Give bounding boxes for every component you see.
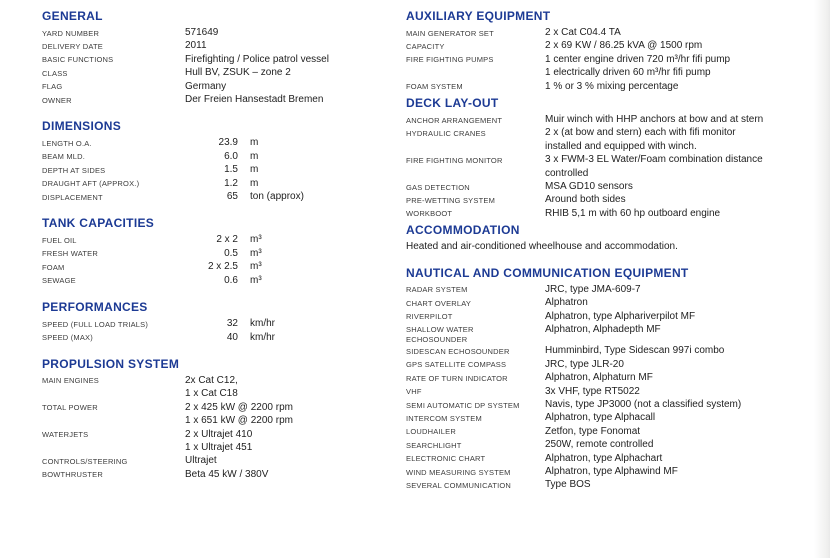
spec-value [185, 39, 207, 52]
spec-label-line: BASIC FUNCTIONS [42, 55, 114, 65]
spec-label-line: FOAM SYSTEM [406, 82, 463, 92]
spec-value-line: Alphatron [545, 297, 588, 309]
spec-label-line: FRESH WATER [42, 249, 98, 259]
spec-value-line: Zetfon, type Fonomat [545, 425, 641, 437]
section-title: TANK CAPACITIES [42, 216, 155, 231]
row-fire-fighting-monitor [406, 153, 818, 180]
spec-value [185, 454, 217, 467]
row-gas-detection [406, 180, 818, 193]
spec-label [406, 283, 545, 295]
spec-label [406, 425, 545, 437]
spec-value [545, 153, 763, 180]
spec-label-line: CLASS [42, 68, 68, 78]
spec-label [42, 247, 185, 259]
spec-amount: 65 [226, 191, 238, 203]
spec-label [406, 438, 545, 450]
spec-amount: 32 [226, 318, 238, 330]
spec-value-line: Alphatron, Alphadepth MF [545, 323, 661, 335]
spec-label-line: LOUDHAILER [406, 427, 456, 437]
spec-label-line: SHALLOW WATER [406, 325, 474, 335]
section-title: PERFORMANCES [42, 300, 148, 315]
spec-label [42, 150, 185, 162]
spec-label-line: SIDESCAN ECHOSOUNDER [406, 346, 510, 356]
spec-value [545, 39, 702, 52]
spec-value-line: Navis, type JP3000 (not a classified system) [545, 399, 742, 411]
spec-label [42, 274, 185, 286]
spec-label-line: ELECTRONIC CHART [406, 454, 486, 464]
spec-label-line: DRAUGHT AFT (APPROX.) [42, 179, 140, 189]
spec-amount: 1.2 [224, 177, 238, 189]
spec-unit: m [250, 164, 259, 176]
spec-amount: 0.6 [224, 274, 238, 286]
row-total-power [42, 401, 398, 428]
spec-value-line: Germany [185, 80, 227, 92]
row-gps-satellite-compass [406, 358, 818, 371]
spec-amount: 1.5 [224, 164, 238, 176]
spec-value-line: Alphatron, type Alphacall [545, 412, 656, 424]
spec-unit: m [250, 177, 259, 189]
row-riverpilot [406, 310, 818, 323]
spec-label-line: DISPLACEMENT [42, 192, 103, 202]
spec-label [406, 371, 545, 383]
section-general [42, 9, 398, 106]
section-dimensions [42, 119, 398, 203]
spec-value [545, 310, 695, 323]
row-depth-at-sides [42, 163, 398, 176]
spec-value-line: RHIB 5,1 m with 60 hp outboard engine [545, 207, 721, 219]
spec-value [545, 207, 720, 220]
spec-value [545, 126, 736, 153]
spec-label [42, 66, 185, 78]
section-title: AUXILIARY EQUIPMENT [406, 9, 551, 23]
row-draught-aft-approx [42, 177, 398, 190]
spec-amount: 23.9 [218, 137, 238, 149]
row-searchlight [406, 438, 818, 451]
spec-value [545, 80, 678, 93]
spec-unit: m³ [250, 274, 262, 286]
spec-label [42, 177, 185, 189]
spec-label-line: FIRE FIGHTING PUMPS [406, 55, 494, 65]
spec-value [545, 385, 640, 398]
spec-value [185, 428, 252, 455]
section-propulsion-system [42, 357, 398, 481]
spec-label [406, 323, 545, 345]
spec-amount: 0.5 [224, 247, 238, 259]
section-accommodation [406, 223, 818, 253]
spec-label [42, 401, 185, 413]
row-yard-number [42, 26, 398, 39]
spec-value [185, 80, 226, 93]
spec-label-line: CONTROLS/STEERING [42, 456, 128, 466]
row-displacement [42, 190, 398, 203]
spec-label [42, 53, 185, 65]
spec-value-line: Alphatron, type Alphachart [545, 452, 663, 464]
row-workboot [406, 207, 818, 220]
spec-value-line: 1 electrically driven 60 m³/hr fifi pump [545, 67, 711, 79]
spec-amount: 2 x 2 [216, 234, 238, 246]
spec-label [42, 454, 185, 466]
spec-label [406, 478, 545, 490]
spec-value [185, 468, 268, 481]
spec-label-line: VHF [406, 387, 422, 397]
spec-value-line: 1 x Cat C18 [185, 388, 238, 400]
row-foam [42, 260, 398, 273]
spec-label-line: FUEL OIL [42, 235, 77, 245]
spec-label-line: GPS SATELLITE COMPASS [406, 360, 507, 370]
spec-label [406, 411, 545, 423]
spec-label-line: WORKBOOT [406, 209, 453, 219]
spec-value-line: JRC, type JLR-20 [545, 358, 624, 370]
spec-label [406, 180, 545, 192]
spec-label [406, 53, 545, 65]
spec-label [406, 310, 545, 322]
spec-value [185, 401, 293, 428]
spec-label [42, 163, 185, 175]
spec-value-line: Alphatron, type Alphariverpilot MF [545, 310, 696, 322]
spec-label-line: SEARCHLIGHT [406, 440, 462, 450]
spec-value-line: 3 x FWM-3 EL Water/Foam combination distance [545, 154, 763, 166]
spec-unit: km/hr [250, 331, 275, 343]
row-length-o-a [42, 136, 398, 149]
spec-label-line: DELIVERY DATE [42, 41, 103, 51]
spec-value [545, 478, 591, 491]
spec-label-line: WATERJETS [42, 430, 89, 440]
spec-label [406, 153, 545, 165]
spec-value [545, 323, 661, 336]
spec-value-line: installed and equipped with winch. [545, 140, 697, 152]
spec-label-line: SPEED (FULL LOAD TRIALS) [42, 319, 149, 329]
spec-label [42, 317, 185, 329]
row-capacity [406, 39, 818, 52]
row-shallow-water [406, 323, 818, 345]
spec-value [545, 113, 763, 126]
spec-label-line: BOWTHRUSTER [42, 470, 103, 480]
spec-value-line: 2 x 425 kW @ 2200 rpm [185, 401, 293, 413]
section-auxiliary-equipment [406, 9, 818, 93]
spec-label [406, 465, 545, 477]
section-title: GENERAL [42, 9, 103, 23]
row-electronic-chart [406, 452, 818, 465]
row-semi-automatic-dp-system [406, 398, 818, 411]
spec-label-line: RATE OF TURN INDICATOR [406, 373, 508, 383]
row-anchor-arrangement [406, 113, 818, 126]
spec-value [545, 344, 724, 357]
spec-label-line: FLAG [42, 82, 63, 92]
section-deck-lay-out [406, 96, 818, 220]
spec-label [406, 39, 545, 51]
spec-label-line: DEPTH AT SIDES [42, 165, 106, 175]
spec-value-line: 1 % or 3 % mixing percentage [545, 80, 679, 92]
spec-value [545, 193, 626, 206]
section-tank-capacities [42, 216, 398, 287]
spec-label-line: WIND MEASURING SYSTEM [406, 467, 511, 477]
row-wind-measuring-system [406, 465, 818, 478]
spec-label [406, 80, 545, 92]
spec-unit: m³ [250, 247, 262, 259]
spec-label [42, 260, 185, 272]
row-foam-system [406, 80, 818, 93]
spec-value-line: 2 x Ultrajet 410 [185, 428, 253, 440]
row-intercom-system [406, 411, 818, 424]
spec-label-line: HYDRAULIC CRANES [406, 128, 486, 138]
spec-value [545, 371, 653, 384]
spec-label-line: SEMI AUTOMATIC DP SYSTEM [406, 400, 520, 410]
spec-amount: 6.0 [224, 150, 238, 162]
spec-label [406, 358, 545, 370]
section-title: NAUTICAL AND COMMUNICATION EQUIPMENT [406, 265, 689, 280]
row-basic-functions [42, 53, 398, 66]
spec-unit: m³ [250, 234, 262, 246]
spec-label [42, 374, 185, 386]
spec-label-line: CHART OVERLAY [406, 298, 472, 308]
spec-value [545, 465, 678, 478]
section-text: Heated and air-conditioned wheelhouse and accommodation. [406, 241, 678, 253]
spec-label-line: ANCHOR ARRANGEMENT [406, 115, 503, 125]
spec-value-line: 3x VHF, type RT5022 [545, 385, 640, 397]
spec-value-line: Alphatron, Alphaturn MF [545, 372, 653, 384]
spec-value-line: JRC, type JMA-609-7 [545, 283, 641, 295]
spec-unit: m³ [250, 261, 262, 273]
spec-value-line: controlled [545, 167, 589, 179]
spec-unit: m [250, 137, 259, 149]
spec-value [545, 26, 621, 39]
row-main-engines [42, 374, 398, 401]
spec-label-line: RADAR SYSTEM [406, 285, 468, 295]
section-nautical-and-communication-equipment [406, 266, 818, 492]
spec-label [42, 190, 185, 202]
spec-unit: km/hr [250, 318, 275, 330]
spec-label [42, 428, 185, 440]
spec-value-line: Beta 45 kW / 380V [185, 468, 269, 480]
spec-value-line: Around both sides [545, 194, 626, 206]
spec-value-line: Hull BV, ZSUK – zone 2 [185, 67, 291, 79]
row-bowthruster [42, 468, 398, 481]
spec-value-line: Alphatron, type Alphawind MF [545, 466, 678, 478]
spec-label-line: FOAM [42, 262, 65, 272]
row-several-communication [406, 478, 818, 491]
spec-label [42, 26, 185, 38]
right-column [406, 9, 818, 495]
spec-label [406, 385, 545, 397]
spec-unit: ton (approx) [250, 191, 304, 203]
section-performances [42, 300, 398, 344]
spec-value-line: Der Freien Hansestadt Bremen [185, 94, 324, 106]
row-main-generator-set [406, 26, 818, 39]
spec-label-line: INTERCOM SYSTEM [406, 413, 482, 423]
spec-label-line: SPEED (MAX) [42, 333, 93, 342]
spec-label [42, 233, 185, 245]
spec-label [406, 398, 545, 410]
spec-label [42, 39, 185, 51]
section-title: DIMENSIONS [42, 119, 122, 134]
spec-value-line: Ultrajet [185, 455, 217, 467]
spec-label-line: FIRE FIGHTING MONITOR [406, 155, 503, 165]
spec-label-line: SEVERAL COMMUNICATION [406, 480, 512, 490]
row-sewage [42, 274, 398, 287]
row-fuel-oil [42, 233, 398, 246]
spec-label-line: MAIN ENGINES [42, 376, 99, 386]
spec-label [406, 193, 545, 205]
spec-label [42, 93, 185, 105]
spec-value-line: 1 x 651 kW @ 2200 rpm [185, 415, 293, 427]
spec-value-line: 1 x Ultrajet 451 [185, 441, 253, 453]
spec-value [545, 411, 655, 424]
spec-value-line: 2 x Cat C04.4 TA [545, 27, 621, 38]
spec-value-line: 2 x (at bow and stern) each with fifi monitor [545, 127, 736, 139]
spec-label-line: YARD NUMBER [42, 28, 100, 38]
spec-label-line: GAS DETECTION [406, 182, 470, 192]
row-beam-mld [42, 150, 398, 163]
spec-value-line: 250W, remote controlled [545, 439, 654, 451]
row-sidescan-echosounder [406, 344, 818, 357]
spec-label-line: RIVERPILOT [406, 312, 453, 321]
spec-label-line: SEWAGE [42, 276, 76, 286]
spec-value [545, 53, 730, 80]
row-speed-full-load-trials [42, 317, 398, 330]
spec-value-line: Humminbird, Type Sidescan 997i combo [545, 345, 725, 357]
row-pre-wetting-system [406, 193, 818, 206]
spec-value [545, 425, 640, 438]
spec-amount: 40 [226, 331, 238, 343]
row-waterjets [42, 428, 398, 455]
spec-label [406, 126, 545, 138]
spec-label [406, 207, 545, 219]
row-delivery-date [42, 39, 398, 52]
row-fire-fighting-pumps [406, 53, 818, 80]
section-title: ACCOMMODATION [406, 223, 520, 238]
spec-unit: m [250, 150, 259, 162]
spec-value-line: Muir winch with HHP anchors at bow and at stern [545, 114, 764, 126]
spec-value [185, 374, 238, 401]
spec-label [406, 452, 545, 464]
spec-label [406, 344, 545, 356]
row-fresh-water [42, 247, 398, 260]
spec-label-line: PRE-WETTING SYSTEM [406, 195, 496, 205]
spec-label [406, 26, 545, 38]
spec-value [185, 66, 291, 79]
spec-label [42, 136, 185, 148]
spec-label-line: BEAM MLD. [42, 152, 86, 162]
spec-amount: 2 x 2.5 [207, 261, 238, 273]
spec-value [185, 26, 218, 39]
spec-value [185, 93, 323, 106]
spec-label-line: CAPACITY [406, 41, 445, 51]
row-chart-overlay [406, 296, 818, 309]
spec-value [545, 283, 641, 296]
spec-value [545, 358, 624, 371]
spec-value [545, 180, 633, 193]
spec-label-line: LENGTH O.A. [42, 138, 92, 148]
spec-label-line: ECHOSOUNDER [406, 334, 468, 344]
section-title: PROPULSION SYSTEM [42, 356, 180, 371]
row-owner [42, 93, 398, 106]
spec-label [42, 468, 185, 480]
row-loudhailer [406, 425, 818, 438]
spec-value-line: Firefighting / Police patrol vessel [185, 53, 329, 65]
row-flag [42, 80, 398, 93]
row-class [42, 66, 398, 79]
spec-label [406, 113, 545, 125]
spec-value [545, 296, 588, 309]
spec-value-line: 2011 [185, 40, 207, 52]
spec-label-line: MAIN GENERATOR SET [406, 28, 494, 38]
spec-value-line: Type BOS [545, 479, 591, 491]
row-speed-max [42, 331, 398, 344]
spec-value-line: 2 x 69 KW / 86.25 kVA @ 1500 rpm [545, 40, 703, 52]
row-radar-system [406, 283, 818, 296]
row-rate-of-turn-indicator [406, 371, 818, 384]
spec-value [545, 452, 662, 465]
spec-label [406, 296, 545, 308]
spec-value-line: 571649 [185, 27, 219, 38]
spec-label-line: OWNER [42, 95, 72, 105]
left-column [42, 9, 398, 494]
spec-label [42, 331, 185, 343]
spec-label-line: TOTAL POWER [42, 403, 98, 413]
spec-value [545, 398, 741, 411]
spec-value-line: 2x Cat C12, [185, 374, 238, 386]
spec-value-line: MSA GD10 sensors [545, 181, 633, 193]
spec-label [42, 80, 185, 92]
spec-value [185, 53, 329, 66]
row-controls-steering [42, 454, 398, 467]
row-vhf [406, 385, 818, 398]
spec-value [545, 438, 653, 451]
section-title: DECK LAY-OUT [406, 96, 499, 111]
spec-value-line: 1 center engine driven 720 m³/hr fifi pump [545, 53, 731, 65]
row-hydraulic-cranes [406, 126, 818, 153]
